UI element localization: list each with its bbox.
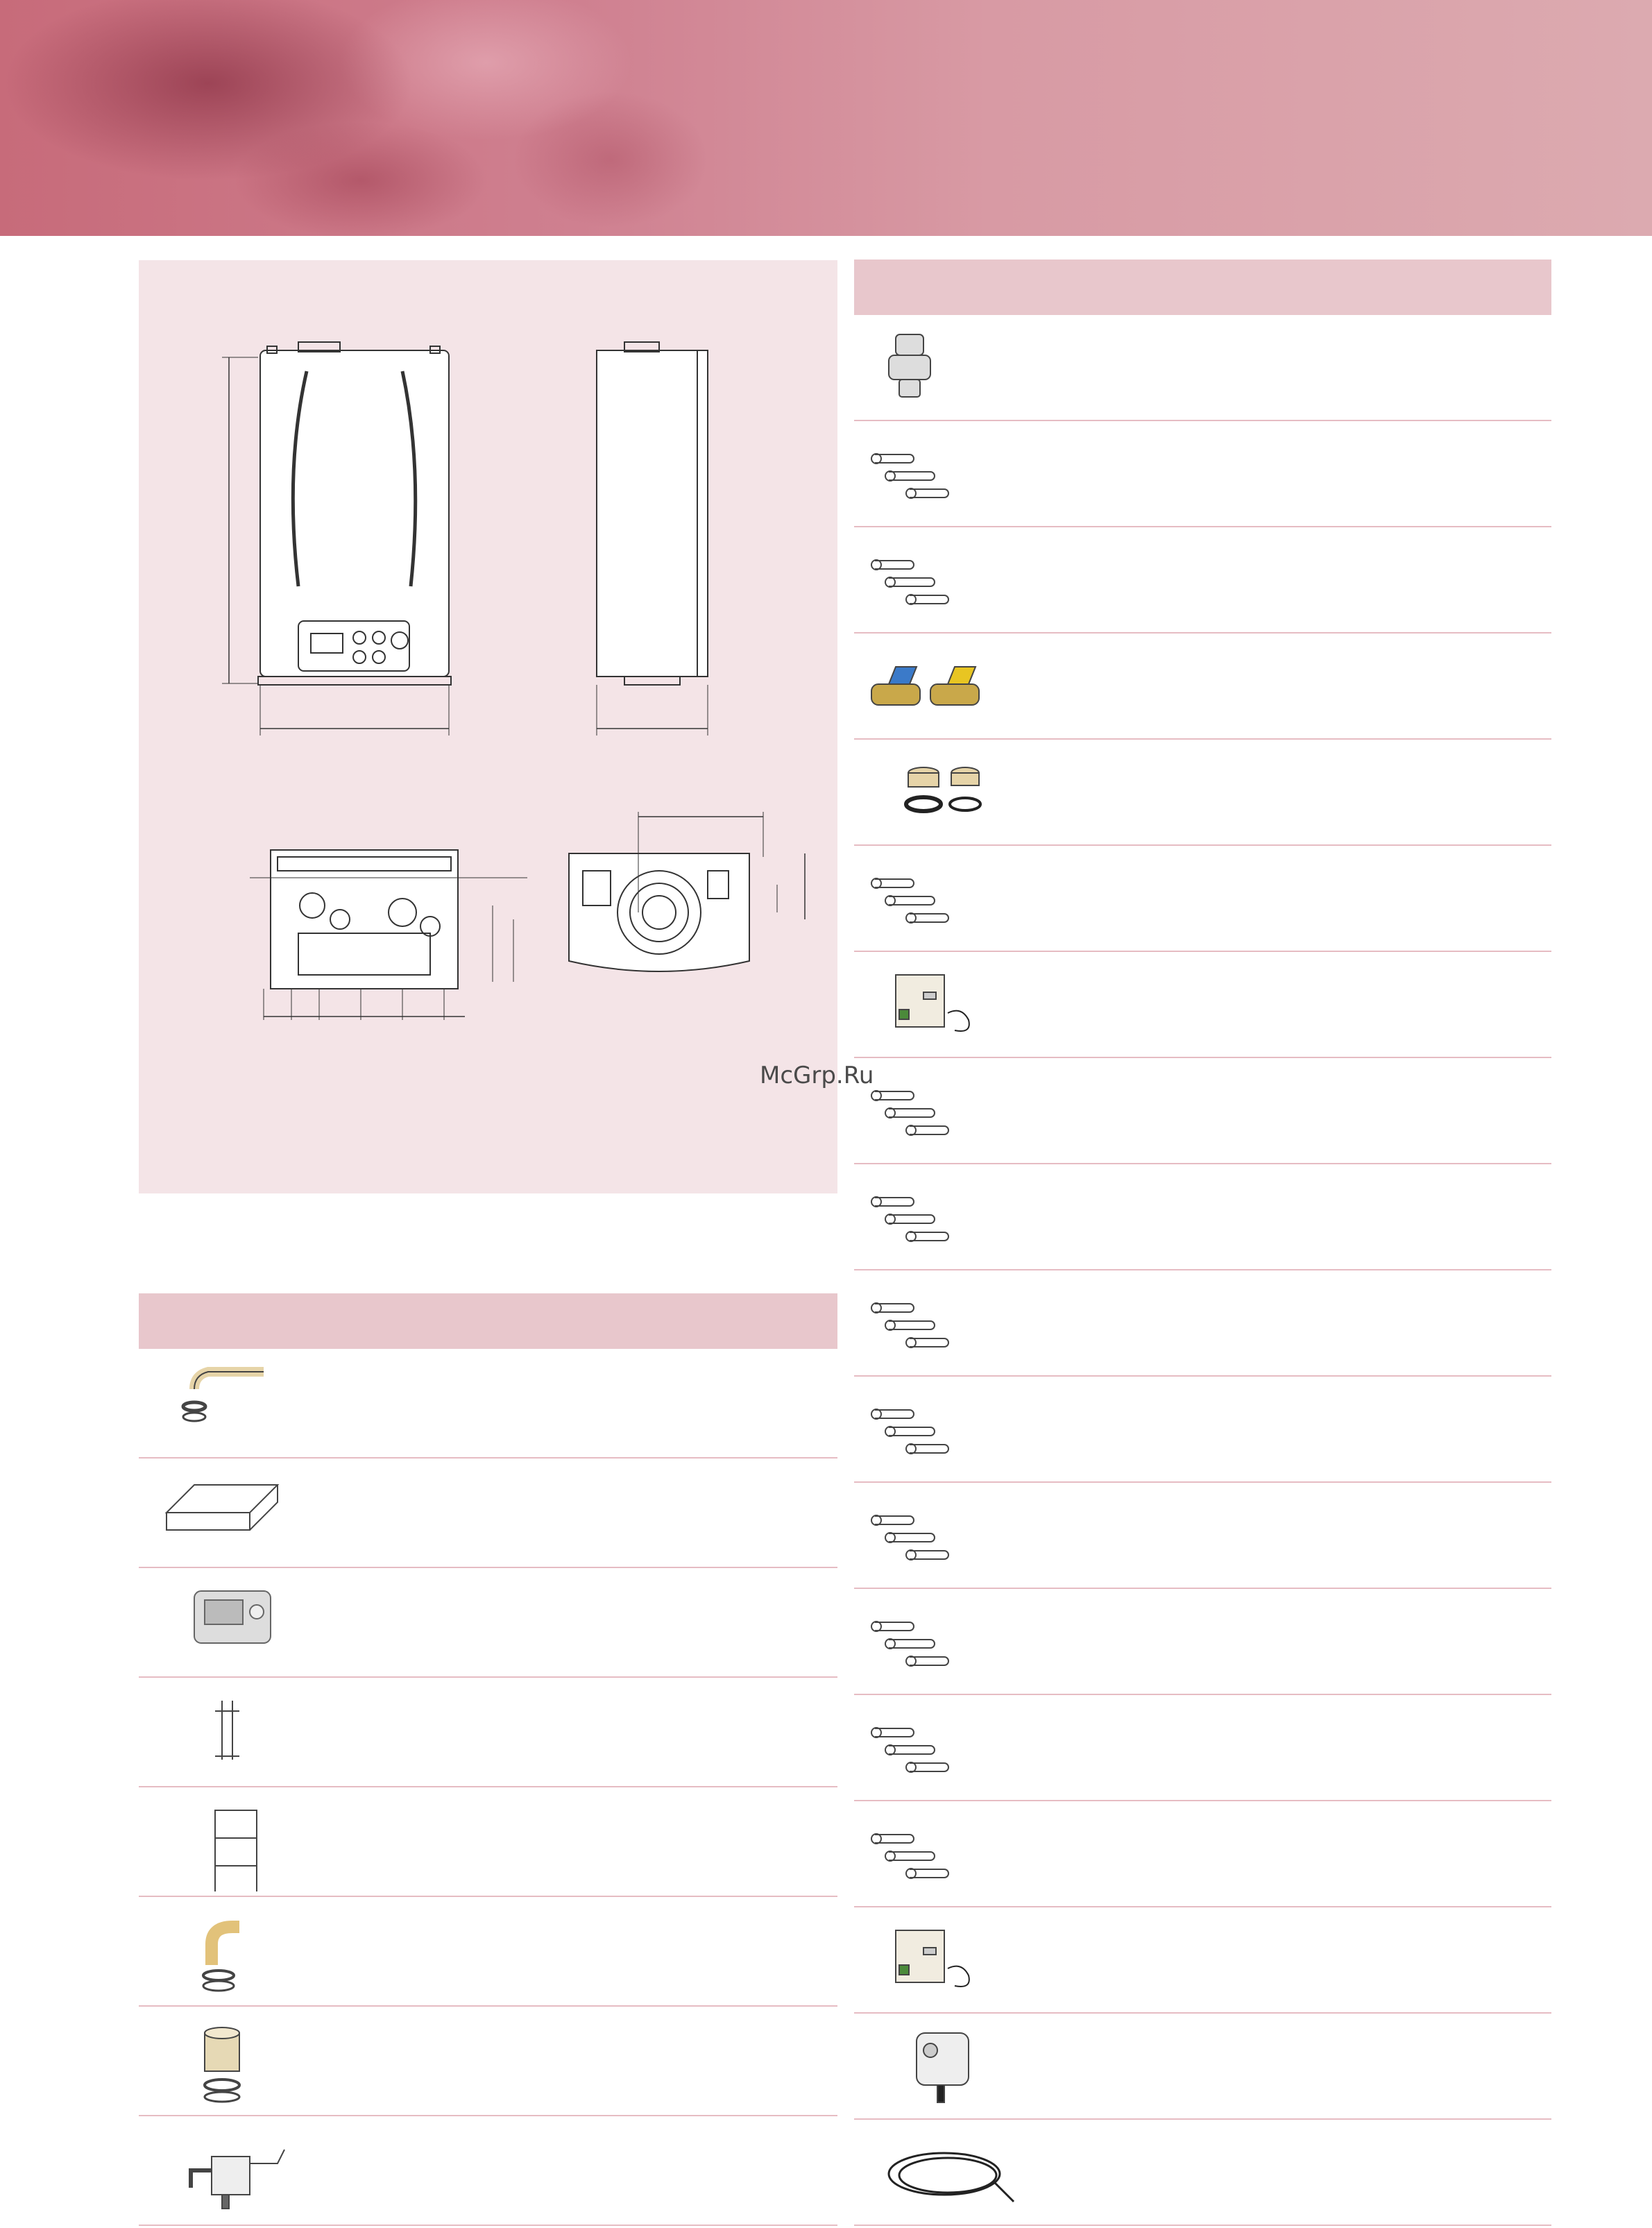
accessory-row [854,1377,1551,1483]
accessory-row [854,1164,1551,1270]
flue-adapters-icon [854,740,1034,840]
accessory-row [139,1897,837,2007]
circuit-board-module-icon [854,1907,1034,2008]
pipe-kit-d-icon [854,1377,1034,1477]
condensate-pump-icon [139,2116,319,2220]
flue-adapter-icon [139,2007,319,2111]
accessory-row [139,1349,837,1459]
ball-valves-icon [854,633,1034,734]
pipe-kit-c-icon [854,1270,1034,1371]
dimension-drawings-panel [139,260,837,1193]
right-table-header [854,260,1551,315]
accessory-row [139,1568,837,1678]
sensor-cable-icon [854,2120,1034,2220]
accessory-row [854,1483,1551,1589]
pipe-kit-f-icon [854,1589,1034,1690]
mounting-rail-icon [139,1678,319,1782]
pipe-kit-g-icon [854,1695,1034,1796]
accessory-row [854,421,1551,527]
accessory-row [139,1787,837,1897]
accessory-row [854,633,1551,740]
left-accessories-table [139,1349,837,2226]
accessory-row [139,1459,837,1568]
accessory-row [139,2116,837,2226]
accessory-row [854,1695,1551,1801]
accessory-row [854,315,1551,421]
accessory-row [854,527,1551,633]
accessory-row [854,2120,1551,2226]
accessory-row [139,1678,837,1787]
circuit-board-sensor-icon [854,952,1034,1053]
valve-fitting-icon [854,315,1034,416]
boiler-bottom-view [250,850,527,1020]
boiler-side-view [597,342,708,735]
accessory-row [854,1907,1551,2014]
connection-pipes-valves-kit-icon [854,527,1034,628]
right-accessories-table [854,315,1551,2226]
pipe-kit-e-icon [854,1483,1034,1583]
accessory-row [854,740,1551,846]
accessory-row [854,846,1551,952]
pipe-kit-a-icon [854,1058,1034,1159]
header-banner [0,0,1652,236]
accessory-row [854,1270,1551,1377]
boiler-top-view [569,812,805,971]
remote-control-icon [139,1568,319,1672]
pipe-cover-icon [139,1459,319,1563]
accessory-row [854,1589,1551,1695]
boiler-dimension-drawing [139,260,837,1193]
connection-pipes-kit-icon [854,421,1034,522]
flue-elbow-icon [139,1897,319,2001]
valve-manifold-icon [854,846,1034,946]
accessory-row [854,1801,1551,1907]
coaxial-flue-kit-icon [139,1349,319,1453]
mounting-frame-icon [139,1787,319,1891]
outdoor-sensor-icon [854,2014,1034,2114]
pipe-kit-b-icon [854,1164,1034,1265]
accessory-row [139,2007,837,2116]
left-table-header [139,1293,837,1349]
boiler-front-view [222,342,451,735]
accessory-row [854,1058,1551,1164]
accessory-row [854,2014,1551,2120]
accessory-row [854,952,1551,1058]
watermark: McGrp.Ru [760,1062,874,1089]
pipe-kit-h-icon [854,1801,1034,1902]
